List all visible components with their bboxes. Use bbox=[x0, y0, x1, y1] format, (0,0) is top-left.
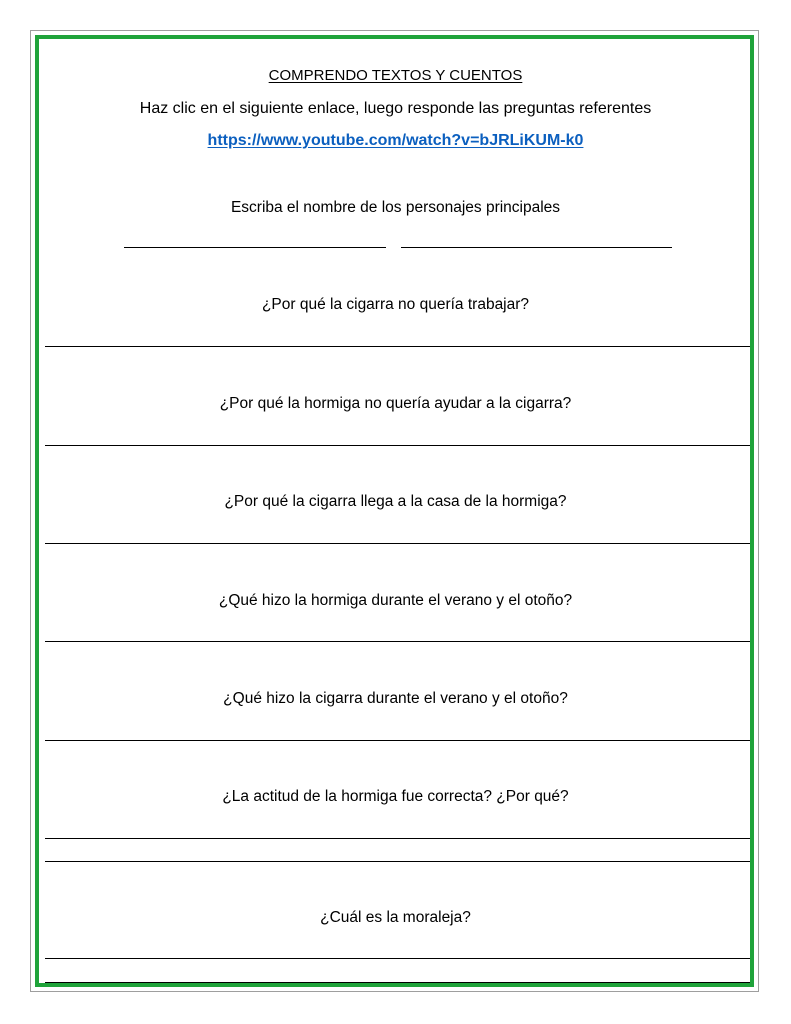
page-title: COMPRENDO TEXTOS Y CUENTOS bbox=[268, 67, 523, 84]
instruction-text: Haz clic en el siguiente enlace, luego responde las preguntas referentes bbox=[139, 100, 652, 117]
answer-line-6a[interactable] bbox=[45, 838, 750, 839]
youtube-link[interactable]: https://www.youtube.com/watch?v=bJRLiKUM-k0 bbox=[207, 132, 584, 149]
answer-line-1[interactable] bbox=[45, 346, 750, 347]
question-3: ¿Por qué la cigarra llega a la casa de la hormiga? bbox=[224, 493, 567, 510]
answer-line-6b[interactable] bbox=[45, 861, 750, 862]
question-1: ¿Por qué la cigarra no quería trabajar? bbox=[261, 296, 530, 313]
character-answer-line-2[interactable] bbox=[401, 247, 672, 248]
question-2: ¿Por qué la hormiga no quería ayudar a la cigarra? bbox=[219, 395, 572, 412]
characters-prompt: Escriba el nombre de los personajes principales bbox=[230, 199, 561, 216]
answer-line-7a[interactable] bbox=[45, 958, 750, 959]
answer-line-2[interactable] bbox=[45, 445, 750, 446]
question-7: ¿Cuál es la moraleja? bbox=[320, 909, 471, 926]
answer-line-3[interactable] bbox=[45, 543, 750, 544]
question-5: ¿Qué hizo la cigarra durante el verano y el otoño? bbox=[223, 690, 568, 707]
answer-line-7b[interactable] bbox=[45, 982, 750, 983]
answer-line-5[interactable] bbox=[45, 740, 750, 741]
question-4: ¿Qué hizo la hormiga durante el verano y el otoño? bbox=[218, 592, 573, 609]
answer-line-4[interactable] bbox=[45, 641, 750, 642]
character-answer-line-1[interactable] bbox=[124, 247, 386, 248]
question-6: ¿La actitud de la hormiga fue correcta? ¿Por qué? bbox=[222, 788, 569, 805]
